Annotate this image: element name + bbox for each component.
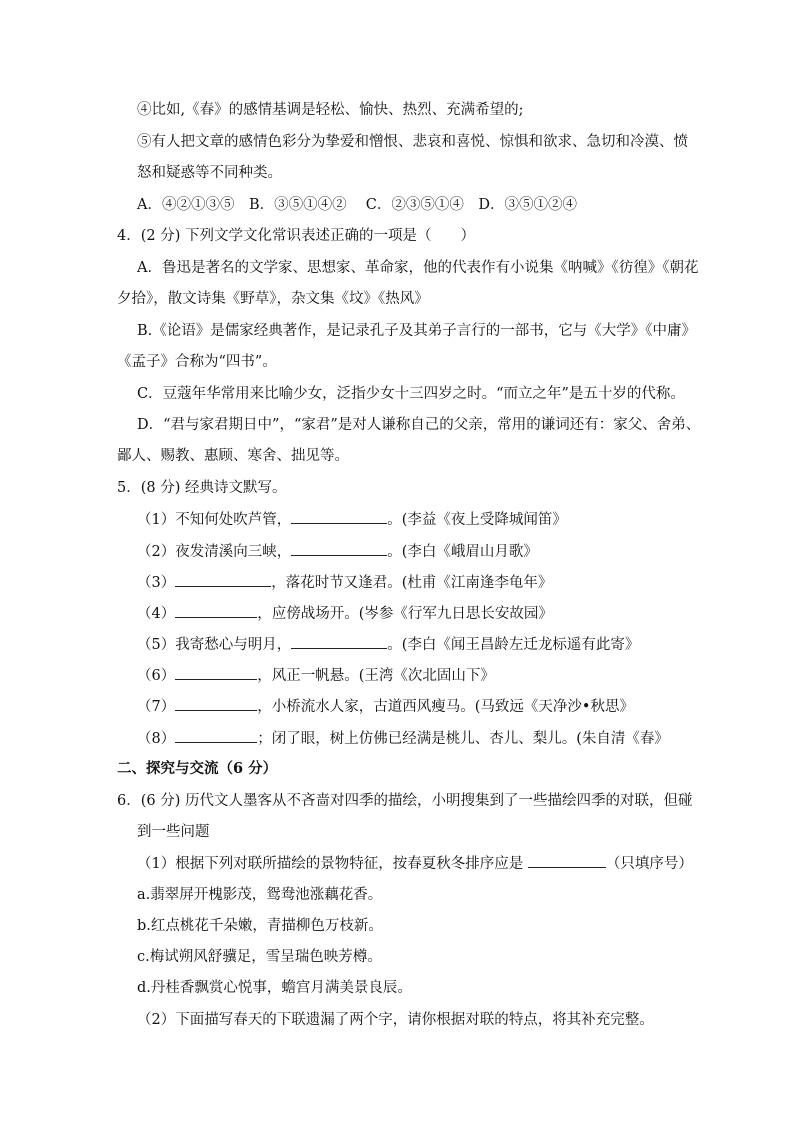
q5-item-5-prefix: （5）我寄愁心与明月， bbox=[137, 637, 292, 653]
answer-blank[interactable] bbox=[175, 572, 271, 587]
q5-item-4 bbox=[137, 603, 553, 623]
answer-blank[interactable] bbox=[175, 665, 257, 680]
q6-subquestion-1-suffix: （只填序号） bbox=[605, 856, 693, 872]
answer-blank[interactable] bbox=[291, 509, 387, 524]
q4-choice-a-line1: A．鲁迅是著名的文学家、思想家、革命家，他的代表作有小说集《呐喊》《彷徨》《朝花 bbox=[137, 260, 699, 276]
answer-choices-q3: A．④②①③⑤ B．③⑤①④② C．②③⑤①④ D．③⑤①②④ bbox=[137, 197, 577, 213]
q5-item-3-source: ，落花时节又逢君。(杜甫《江南逢李龟年》 bbox=[271, 575, 553, 591]
option-item-5-line2: 怒和疑惑等不同种类。 bbox=[137, 165, 282, 181]
q5-item-7-prefix: （7） bbox=[137, 699, 176, 715]
answer-blank[interactable] bbox=[175, 728, 257, 743]
q5-item-8-source: ；闭了眼，树上仿佛已经满是桃儿、杏儿、梨儿。(朱自清《春》 bbox=[257, 731, 669, 747]
q5-item-5-source: 。(李白《闻王昌龄左迁龙标遥有此寄》 bbox=[387, 637, 640, 653]
q6-subquestion-1 bbox=[137, 853, 693, 873]
option-item-5-line1: ⑤有人把文章的感情色彩分为挚爱和憎恨、悲哀和喜悦、惊惧和欲求、急切和冷漠、愤 bbox=[137, 134, 688, 150]
q5-item-1-source: 。(李益《夜上受降城闻笛》 bbox=[387, 512, 567, 528]
couplet-c: c.梅试朔风舒骥足，雪呈瑞色映芳樽。 bbox=[137, 949, 382, 965]
q5-item-6-source: ，风正一帆悬。(王湾《次北固山下》 bbox=[257, 668, 495, 684]
q5-item-2 bbox=[137, 541, 538, 561]
answer-blank[interactable] bbox=[291, 541, 387, 556]
q5-item-2-source: 。(李白《峨眉山月歌》 bbox=[387, 544, 538, 560]
question-4-stem: 4．(2 分) 下列文学文化常识表述正确的一项是（ ） bbox=[117, 228, 475, 244]
q6-subquestion-2: （2）下面描写春天的下联遗漏了两个字，请你根据对联的特点，将其补充完整。 bbox=[137, 1012, 654, 1028]
section-2-heading: 二、探究与交流（6 分） bbox=[117, 760, 278, 777]
q5-item-6-prefix: （6） bbox=[137, 668, 176, 684]
q5-item-1-prefix: （1）不知何处吹芦管， bbox=[137, 512, 292, 528]
option-item-4: ④比如,《春》的感情基调是轻松、愉快、热烈、充满希望的; bbox=[137, 102, 524, 118]
q5-item-3 bbox=[137, 572, 552, 592]
q5-item-7-source: ，小桥流水人家，古道西风瘦马。(马致远《天净沙•秋思》 bbox=[257, 699, 634, 715]
couplet-a: a.翡翠屏开槐影茂，鸳鸯池涨藕花香。 bbox=[137, 887, 383, 903]
couplet-b: b.红点桃花千朵嫩，青描柳色万枝新。 bbox=[137, 918, 383, 934]
q5-item-8-prefix: （8） bbox=[137, 731, 176, 747]
q4-choice-a-line2: 夕拾》，散文诗集《野草》，杂文集《坟》《热风》 bbox=[117, 291, 429, 307]
q5-item-6 bbox=[137, 665, 495, 685]
q4-choice-d-line1: D．“君与家君期日中”，“家君”是对人谦称自己的父亲，常用的谦词还有：家父、舍弟、 bbox=[137, 417, 701, 433]
q5-item-4-prefix: （4） bbox=[137, 606, 176, 622]
q5-item-4-source: ，应傍战场开。(岑参《行军九日思长安故园》 bbox=[257, 606, 553, 622]
q4-choice-b-line1: B.《论语》是儒家经典著作，是记录孔子及其弟子言行的一部书，它与《大学》《中庸》 bbox=[137, 323, 697, 339]
q4-choice-d-line2: 鄙人、赐教、惠顾、寒舍、拙见等。 bbox=[117, 448, 349, 464]
answer-blank[interactable] bbox=[528, 853, 606, 868]
q4-choice-c: C．豆蔻年华常用来比喻少女，泛指少女十三四岁之时。“而立之年”是五十岁的代称。 bbox=[137, 386, 685, 402]
q5-item-8 bbox=[137, 728, 669, 748]
q4-choice-b-line2: 《孟子》合称为“四书”。 bbox=[117, 354, 277, 370]
question-6-stem-line2: 到一些问题 bbox=[137, 824, 210, 840]
q6-subquestion-1-prefix: （1）根据下列对联所描绘的景物特征，按春夏秋冬排序应是 bbox=[137, 856, 524, 872]
q5-item-7 bbox=[137, 696, 634, 716]
q5-item-3-prefix: （3） bbox=[137, 575, 176, 591]
couplet-d: d.丹桂香飘赏心悦事，蟾宫月满美景良辰。 bbox=[137, 980, 412, 996]
answer-blank[interactable] bbox=[291, 634, 387, 649]
q5-item-1 bbox=[137, 509, 567, 529]
question-6-stem-line1: 6．(6 分) 历代文人墨客从不吝啬对四季的描绘，小明搜集到了一些描绘四季的对联，但碰 bbox=[117, 793, 693, 809]
q5-item-5 bbox=[137, 634, 639, 654]
answer-blank[interactable] bbox=[175, 696, 257, 711]
q5-item-2-prefix: （2）夜发清溪向三峡， bbox=[137, 544, 292, 560]
question-5-stem: 5．(8 分) 经典诗文默写。 bbox=[117, 480, 287, 496]
answer-blank[interactable] bbox=[175, 603, 257, 618]
